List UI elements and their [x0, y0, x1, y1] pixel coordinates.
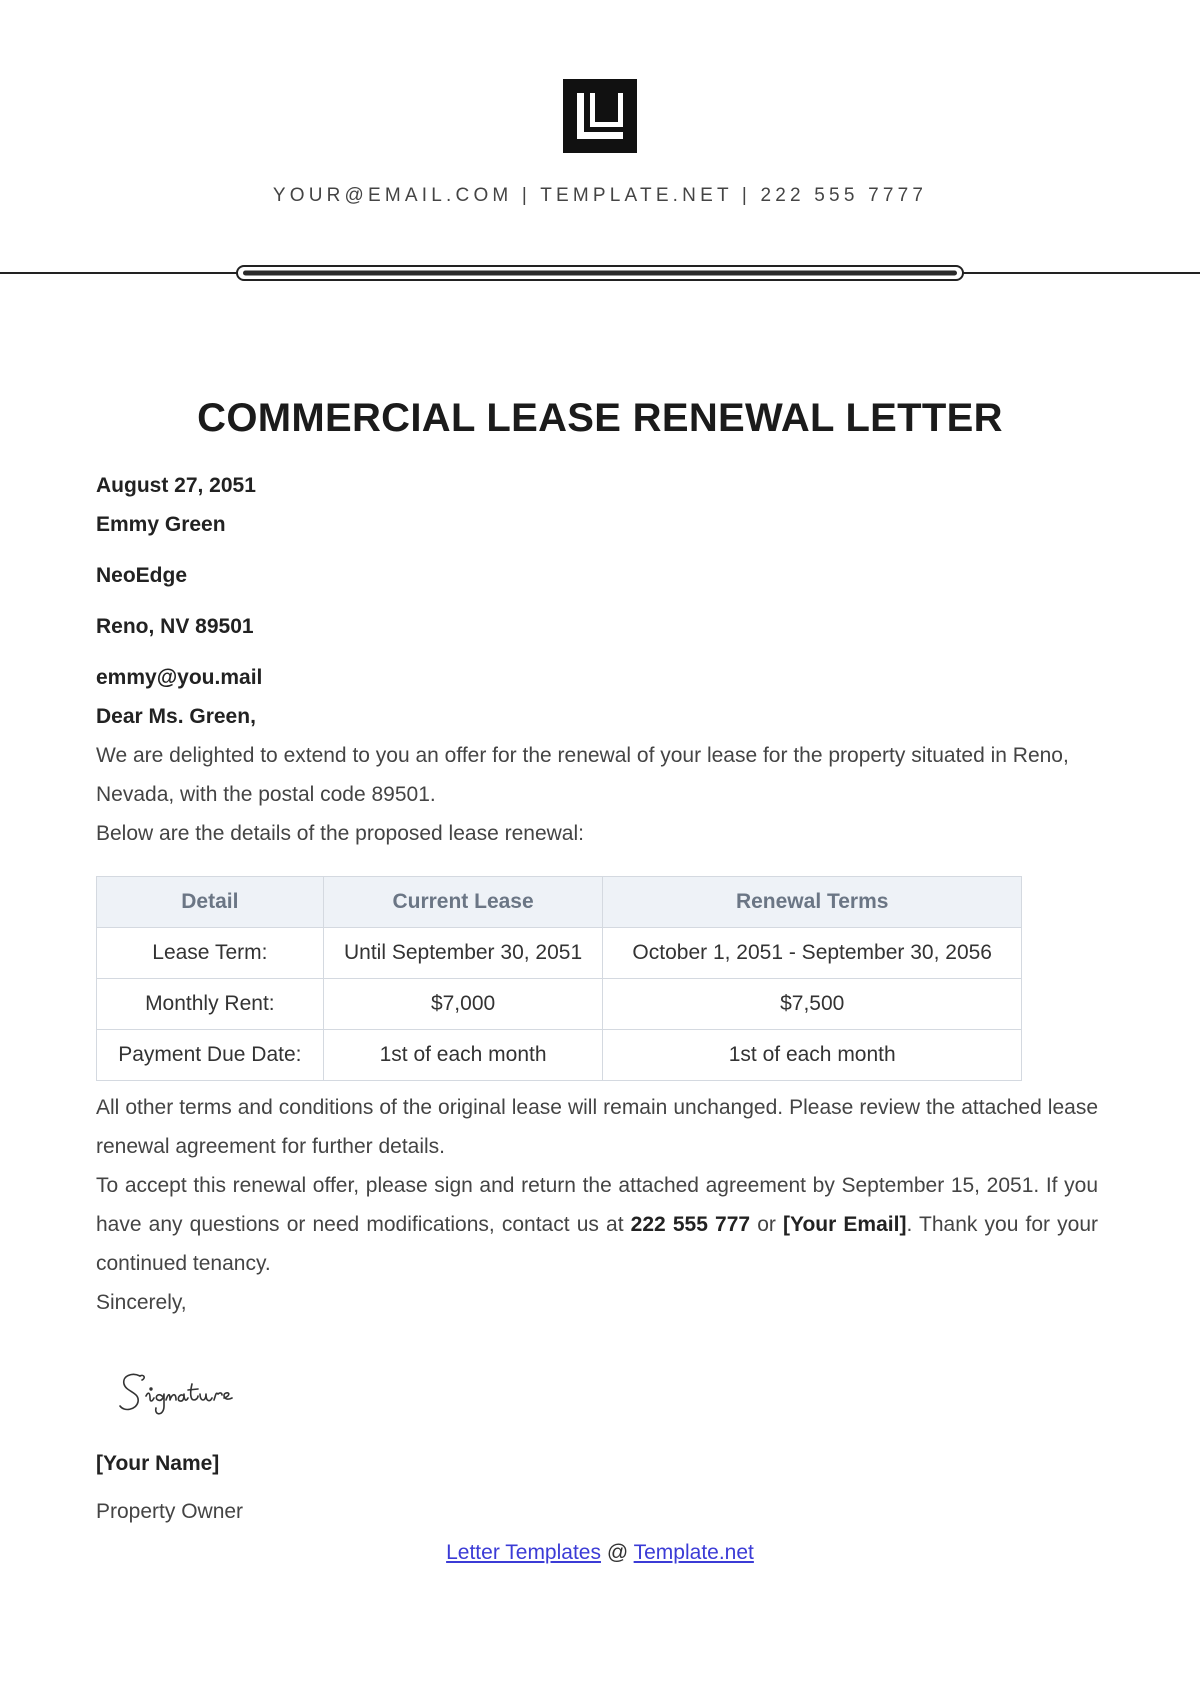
table-cell: Until September 30, 2051: [323, 928, 603, 979]
accept-paragraph: [96, 1166, 1098, 1283]
table-row: [97, 979, 1022, 1030]
table-cell: $7,500: [603, 979, 1022, 1030]
document-title: COMMERCIAL LEASE RENEWAL LETTER: [197, 396, 1003, 440]
recipient-company: NeoEdge: [96, 564, 188, 587]
table-header-current-lease: Current Lease: [323, 877, 603, 928]
brand-logo: [563, 79, 637, 153]
table-cell: 1st of each month: [323, 1030, 603, 1081]
sender-title: Property Owner: [96, 1500, 244, 1523]
accept-text-part3: . Thank you for your continued tenancy.: [96, 1213, 1099, 1275]
table-cell: October 1, 2051 - September 30, 2056: [603, 928, 1022, 979]
salutation: Dear Ms. Green,: [96, 705, 256, 728]
recipient-address: Reno, NV 89501: [96, 615, 254, 638]
table-cell: Lease Term:: [97, 928, 324, 979]
table-row: [97, 1030, 1022, 1081]
footer-template-net-link[interactable]: Template.net: [633, 1541, 754, 1564]
accept-text-part2: or: [750, 1213, 784, 1236]
footer: [0, 1541, 1200, 1565]
signature-image: [118, 1362, 268, 1422]
letter-l-logo-icon: [563, 79, 637, 153]
table-cell: Payment Due Date:: [97, 1030, 324, 1081]
header-contact-line: YOUR@EMAIL.COM | TEMPLATE.NET | 222 555 7777: [272, 185, 928, 206]
recipient-email: emmy@you.mail: [96, 666, 263, 689]
terms-paragraph: All other terms and conditions of the original lease will remain unchanged. Please review the attached lease renewal agreement for further details.: [96, 1096, 1098, 1158]
closing: Sincerely,: [96, 1291, 187, 1314]
recipient-name: Emmy Green: [96, 513, 226, 536]
letter-date: August 27, 2051: [96, 474, 256, 497]
intro-paragraph: We are delighted to extend to you an offer for the renewal of your lease for the property situated in Reno, Nevada, with the postal code 89501.: [96, 744, 1069, 806]
sender-name: [Your Name]: [96, 1452, 220, 1475]
table-header-detail: Detail: [97, 877, 324, 928]
table-cell: 1st of each month: [603, 1030, 1022, 1081]
contact-phone: 222 555 777: [630, 1213, 751, 1236]
table-cell: $7,000: [323, 979, 603, 1030]
contact-email-placeholder: [Your Email]: [783, 1213, 907, 1236]
lease-details-table: [96, 876, 1022, 1081]
table-header-renewal-terms: Renewal Terms: [603, 877, 1022, 928]
table-header-row: [97, 877, 1022, 928]
footer-separator: @: [606, 1541, 629, 1564]
table-cell: Monthly Rent:: [97, 979, 324, 1030]
header-divider: [0, 260, 1200, 286]
details-intro: Below are the details of the proposed lease renewal:: [96, 822, 584, 845]
accept-text-part1: To accept this renewal offer, please sign and return the attached agreement by September 15, 2051. If you have any questions or need modifications, contact us at: [96, 1174, 1098, 1236]
table-row: [97, 928, 1022, 979]
footer-letter-templates-link[interactable]: Letter Templates: [446, 1541, 601, 1564]
